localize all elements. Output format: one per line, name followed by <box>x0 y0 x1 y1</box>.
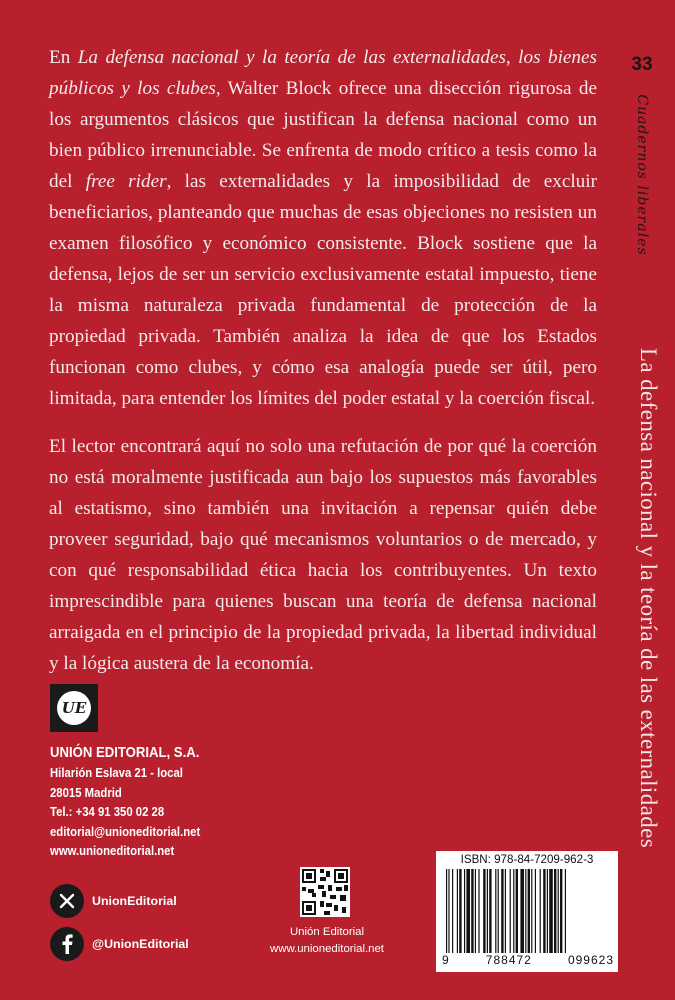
barcode-bar <box>547 869 548 953</box>
spine-title: La defensa nacional y la teoría de las externalidades <box>636 347 661 849</box>
book-title-italic: La defensa nacional y la teoría de las externalidades, los bienes públicos y los clubes <box>49 47 597 99</box>
x-handle: UnionEditorial <box>92 894 177 908</box>
barcode-bar <box>535 869 536 953</box>
barcode-bar <box>487 869 488 953</box>
social-x[interactable] <box>50 884 177 918</box>
barcode-bar <box>498 869 499 953</box>
facebook-icon <box>50 927 84 961</box>
social-facebook[interactable] <box>50 927 189 961</box>
qr-caption <box>250 924 404 958</box>
barcode-bar <box>457 869 458 953</box>
barcode-bars <box>444 869 610 953</box>
blurb-paragraph-2: El lector encontrará aquí no solo una refutación de por qué la coerción no está moralmente justificada aun bajo los supuestos más favorables al estatismo, sino también una invitación a repensar quién debe proveer seguridad, bajo qué mecanismos voluntarios o de mercado, y con qué responsabilidad ética hacia los contribuyentes. Un texto imprescindible para quienes buscan una teoría de defensa nacional arraigada en el principio de la propiedad privada, la libertad individual y la lógica austera de la economía. <box>49 436 597 674</box>
blurb <box>49 42 597 696</box>
publisher-address-line-1: Hilarión Eslava 21 - local <box>50 766 183 780</box>
barcode-bar <box>540 869 541 953</box>
barcode-bar <box>543 869 545 953</box>
barcode-bar <box>459 869 461 953</box>
blurb-paragraph-1 <box>49 42 597 414</box>
barcode-bar <box>554 869 556 953</box>
barcode-bar <box>475 869 476 953</box>
barcode-digit-lead: 9 <box>442 953 450 967</box>
facebook-handle: @UnionEditorial <box>92 937 189 951</box>
barcode-bar <box>525 869 526 953</box>
barcode-bar <box>531 869 532 953</box>
barcode-bar <box>510 869 511 953</box>
publisher-logo-mark: UE <box>57 691 91 725</box>
barcode-bar <box>516 869 518 953</box>
publisher-logo <box>50 684 98 732</box>
publisher-email[interactable]: editorial@unioneditorial.net <box>50 824 201 839</box>
barcode-bar <box>483 869 485 953</box>
barcode-bar <box>513 869 514 953</box>
barcode-bar <box>528 869 530 953</box>
barcode-bar <box>466 869 470 953</box>
barcode-digits-right: 099623 <box>567 953 614 967</box>
free-rider-italic: free rider <box>85 171 167 192</box>
isbn-label: ISBN: 978-84-7209-962-3 <box>460 853 594 866</box>
barcode-bar <box>446 869 447 953</box>
barcode-digits-left: 788472 <box>485 953 532 967</box>
barcode-bar <box>448 869 449 953</box>
barcode-bar <box>452 869 453 953</box>
isbn-barcode <box>436 851 618 972</box>
publisher-info <box>50 742 200 862</box>
qr-code[interactable] <box>300 867 350 917</box>
barcode-bar <box>464 869 465 953</box>
publisher-address-line-2: 28015 Madrid <box>50 785 122 800</box>
barcode-bar <box>495 869 496 953</box>
barcode-bar <box>560 869 562 953</box>
barcode-bar <box>489 869 491 953</box>
blurb-text: , las externalidades y la imposibilidad de excluir beneficiarios, planteando que muchas de esas objeciones no resisten un examen filosófico y económico consistente. Block sostiene que la defensa, lejos de ser un servicio exclusivamente estatal impuesto, tiene la misma naturaleza privada fundamental de protección de la propiedad privada. También analiza la idea de que los Estados funcionan como clubes, y cómo esa analogía puede ser útil, pero limitada, para entender los límites del poder estatal y la coerción fiscal. <box>49 171 597 409</box>
barcode-bar <box>558 869 559 953</box>
publisher-phone: Tel.: +34 91 350 02 28 <box>50 805 165 820</box>
barcode-digits <box>442 953 614 967</box>
series-number: 33 <box>631 54 653 75</box>
barcode-bar <box>471 869 473 953</box>
x-icon <box>50 884 84 918</box>
barcode-bar <box>505 869 506 953</box>
barcode-bar <box>501 869 503 953</box>
blurb-text: En <box>49 47 78 68</box>
barcode-bar <box>478 869 479 953</box>
publisher-website[interactable]: www.unioneditorial.net <box>50 844 175 859</box>
barcode-bar <box>565 869 566 953</box>
qr-caption-website[interactable]: www.unioneditorial.net <box>270 943 384 955</box>
barcode-bar <box>549 869 553 953</box>
qr-caption-publisher: Unión Editorial <box>289 926 365 938</box>
series-name: Cuadernos liberales <box>634 94 650 256</box>
barcode-bar <box>520 869 524 953</box>
publisher-name: UNIÓN EDITORIAL, S.A. <box>50 745 200 761</box>
blurb-text: , Walter Block ofrece una disección rigurosa de los argumentos clásicos que justifican la defensa nacional como un bien público irrenunciable. Se enfrenta de modo crítico a tesis como la del <box>49 78 597 192</box>
